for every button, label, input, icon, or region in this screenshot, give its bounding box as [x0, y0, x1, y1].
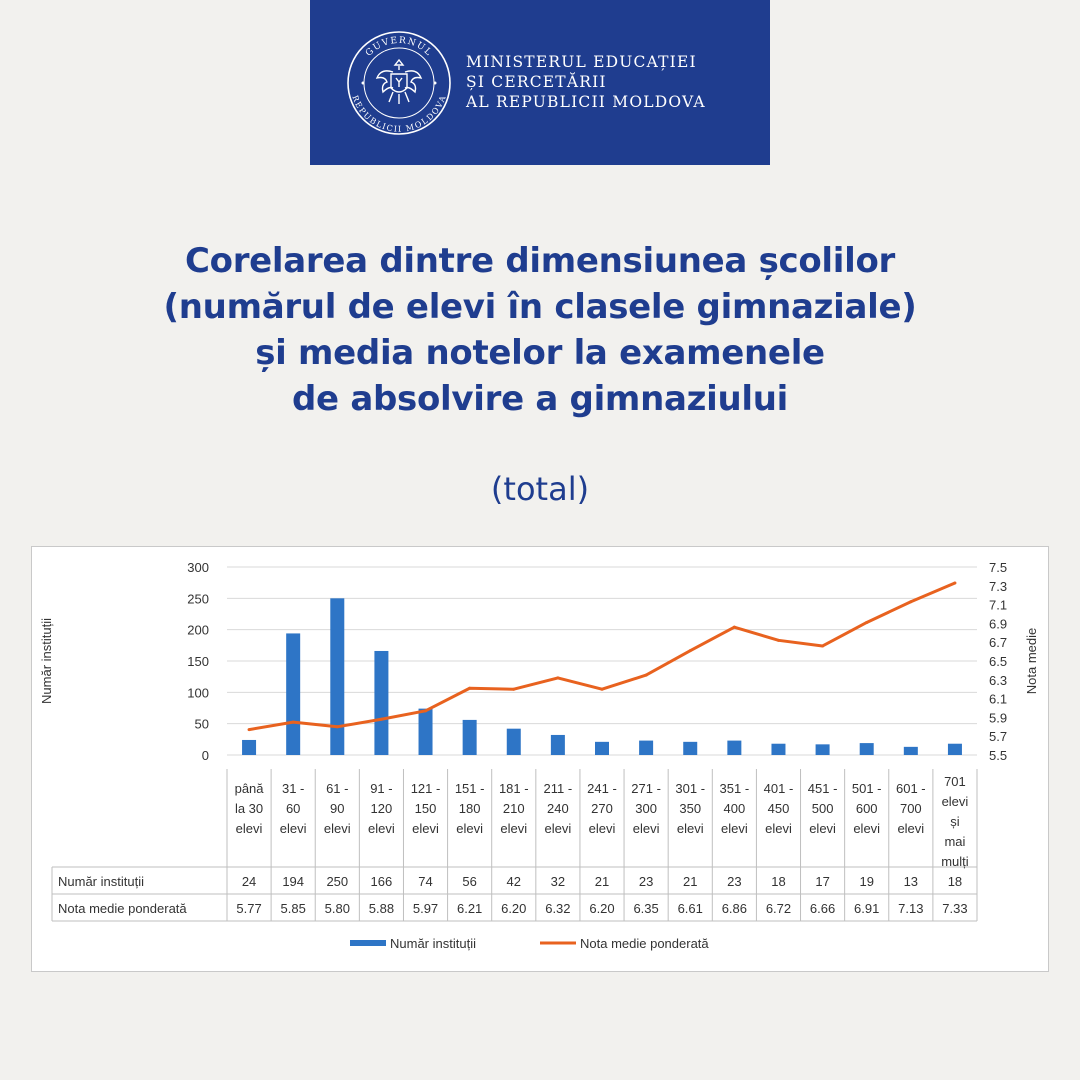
- category-label: 451 -: [807, 781, 838, 796]
- category-label: până: [234, 781, 264, 796]
- data-label-count: 17: [815, 874, 830, 889]
- ministry-name: [466, 52, 706, 112]
- left-axis-tick-label: 150: [187, 654, 209, 669]
- left-axis-tick-label: 200: [187, 622, 209, 638]
- category-label: elevi: [323, 821, 351, 836]
- line-point: [645, 674, 648, 677]
- category-label: elevi: [941, 794, 969, 809]
- category-label: 150: [414, 801, 437, 816]
- category-label: elevi: [897, 821, 925, 836]
- category-label: 500: [811, 801, 834, 816]
- data-label-grade: 6.72: [765, 901, 792, 916]
- category-label: elevi: [544, 821, 572, 836]
- category-label: elevi: [676, 821, 704, 836]
- category-label: 91 -: [370, 781, 393, 796]
- category-label: elevi: [235, 821, 263, 836]
- left-axis-tick-label: 50: [194, 716, 209, 732]
- title-line-2: (numărul de elevi în clasele gimnaziale): [163, 287, 917, 327]
- bar: [551, 735, 565, 755]
- category-label: 31 -: [281, 781, 305, 796]
- category-label: elevi: [279, 821, 307, 836]
- data-label-grade: 7.33: [942, 901, 968, 916]
- line-point: [733, 626, 736, 629]
- right-axis-tick-label: 6.9: [989, 616, 1008, 632]
- data-label-grade: 6.35: [633, 901, 659, 916]
- right-axis-tick-label: 6.3: [989, 672, 1008, 688]
- line-point: [556, 676, 559, 679]
- category-label: 301 -: [675, 781, 706, 796]
- category-label: 121 -: [410, 781, 441, 796]
- left-axis-title: Număr instituții: [39, 618, 54, 704]
- table-row-label: Nota medie ponderată: [58, 901, 187, 916]
- bar: [860, 743, 874, 755]
- bar: [242, 740, 256, 755]
- data-label-grade: 5.88: [368, 901, 395, 916]
- category-label: 600: [855, 801, 878, 816]
- ministry-line-2: ȘI CERCETĂRII: [466, 73, 607, 91]
- category-label: mulți: [941, 854, 969, 869]
- category-label: la 30: [234, 801, 264, 816]
- line-point: [336, 725, 339, 728]
- legend-label-bars: Număr instituții: [390, 936, 476, 951]
- category-label: elevi: [368, 821, 395, 836]
- legend-label-line: Nota medie ponderată: [580, 936, 709, 951]
- right-axis-tick-label: 7.3: [989, 578, 1008, 594]
- data-label-grade: 6.21: [456, 901, 483, 916]
- bar: [419, 709, 433, 755]
- data-label-count: 74: [418, 874, 433, 889]
- title-line-3: și media notelor la examenele: [255, 333, 825, 373]
- right-axis-tick-label: 6.5: [989, 654, 1008, 669]
- bar: [816, 744, 830, 755]
- data-label-grade: 6.32: [545, 901, 571, 916]
- svg-text:GUVERNUL: [364, 36, 434, 59]
- ministry-line-1: MINISTERUL EDUCAȚIEI: [466, 53, 697, 71]
- combo-chart: [32, 547, 1048, 971]
- title-line-1: Corelarea dintre dimensiunea școlilor: [184, 241, 896, 281]
- category-label: elevi: [720, 821, 748, 836]
- right-axis-tick-label: 6.1: [989, 691, 1008, 707]
- coat-of-arms-seal: [346, 30, 452, 136]
- bar: [683, 742, 697, 755]
- category-label: elevi: [412, 821, 439, 836]
- average-grade-line: [249, 583, 955, 730]
- category-label: 351 -: [719, 781, 750, 796]
- data-label-grade: 6.91: [854, 901, 880, 916]
- bar: [507, 729, 521, 755]
- data-label-count: 18: [771, 874, 786, 889]
- data-label-count: 250: [326, 874, 349, 889]
- page-title: [60, 238, 1020, 422]
- data-label-grade: 5.85: [280, 901, 306, 916]
- data-label-grade: 6.20: [501, 901, 527, 916]
- line-point: [380, 718, 383, 721]
- category-label: elevi: [809, 821, 836, 836]
- category-label: 401 -: [763, 781, 794, 796]
- category-label: elevi: [500, 821, 528, 836]
- bar: [374, 651, 388, 755]
- legend-swatch-bars: [350, 940, 386, 946]
- category-label: 270: [591, 801, 613, 816]
- category-label: 400: [723, 801, 746, 816]
- data-label-count: 23: [727, 874, 742, 889]
- data-label-grade: 7.13: [898, 901, 924, 916]
- category-label: 61 -: [326, 781, 349, 796]
- right-axis-title: Nota medie: [1024, 627, 1039, 695]
- data-label-count: 23: [638, 874, 654, 889]
- data-label-grade: 5.77: [236, 901, 262, 916]
- data-label-count: 13: [903, 874, 919, 889]
- data-label-grade: 6.20: [589, 901, 615, 916]
- page-subtitle: (total): [490, 470, 590, 508]
- line-point: [424, 709, 427, 712]
- left-axis-tick-label: 300: [187, 560, 209, 575]
- category-label: 701: [944, 774, 966, 789]
- category-label: 700: [899, 801, 922, 816]
- data-label-count: 194: [282, 874, 305, 889]
- data-label-count: 166: [370, 874, 393, 889]
- right-axis-tick-label: 7.1: [989, 597, 1008, 613]
- bar: [639, 741, 653, 755]
- category-label: 210: [502, 801, 525, 816]
- line-point: [865, 621, 868, 624]
- right-axis-tick-label: 6.7: [989, 635, 1008, 651]
- data-label-grade: 6.61: [677, 901, 703, 916]
- category-label: 211 -: [543, 781, 573, 796]
- ministry-line-3: AL REPUBLICII MOLDOVA: [466, 93, 706, 111]
- bar: [727, 741, 741, 755]
- data-label-grade: 6.66: [809, 901, 836, 916]
- category-label: 180: [458, 801, 481, 816]
- category-label: și: [950, 814, 960, 829]
- right-axis-tick-label: 5.7: [989, 729, 1008, 745]
- category-label: 151 -: [454, 781, 485, 796]
- category-label: 601 -: [896, 781, 926, 796]
- seal-top-text: GUVERNUL: [363, 35, 435, 59]
- line-point: [512, 688, 515, 691]
- bar: [463, 720, 477, 755]
- line-point: [292, 721, 295, 724]
- category-label: 450: [767, 801, 790, 816]
- line-point: [953, 581, 956, 584]
- line-point: [248, 728, 251, 731]
- category-label: 241 -: [587, 781, 617, 796]
- table-row-label: Număr instituții: [58, 874, 144, 889]
- category-label: 120: [370, 801, 393, 816]
- chart-panel: [31, 546, 1049, 972]
- category-label: elevi: [456, 821, 484, 836]
- category-label: elevi: [765, 821, 792, 836]
- data-label-count: 21: [594, 874, 610, 889]
- category-label: 350: [679, 801, 702, 816]
- right-axis-tick-label: 5.5: [989, 748, 1008, 763]
- data-label-count: 19: [859, 874, 874, 889]
- category-label: mai: [944, 834, 966, 849]
- data-label-count: 24: [241, 874, 257, 889]
- bar: [771, 744, 785, 755]
- category-label: elevi: [853, 821, 881, 836]
- category-label: elevi: [588, 821, 616, 836]
- category-label: 501 -: [851, 781, 882, 796]
- data-label-count: 18: [947, 874, 963, 889]
- data-label-count: 42: [506, 874, 521, 889]
- data-label-grade: 5.80: [324, 901, 350, 916]
- left-axis-tick-label: 250: [187, 591, 209, 607]
- line-point: [909, 600, 912, 603]
- bar: [286, 633, 300, 755]
- category-label: elevi: [632, 821, 660, 836]
- title-line-4: de absolvire a gimnaziului: [292, 379, 788, 419]
- seal-bottom-text: REPUBLICII MOLDOVA: [350, 94, 448, 134]
- line-point: [821, 644, 824, 647]
- data-label-count: 56: [462, 874, 477, 889]
- right-axis-tick-label: 5.9: [989, 710, 1008, 726]
- left-axis-tick-label: 0: [201, 748, 209, 763]
- bar: [595, 742, 609, 755]
- category-label: 60: [285, 801, 301, 816]
- line-point: [601, 688, 604, 691]
- category-label: 90: [330, 801, 345, 816]
- bar: [948, 744, 962, 755]
- category-label: 271 -: [631, 781, 661, 796]
- category-label: 181 -: [498, 781, 529, 796]
- bar: [904, 747, 918, 755]
- bar: [330, 598, 344, 755]
- left-axis-tick-label: 100: [187, 685, 209, 701]
- data-label-count: 32: [550, 874, 566, 889]
- data-label-grade: 6.86: [721, 901, 748, 916]
- category-label: 300: [635, 801, 657, 816]
- right-axis-tick-label: 7.5: [989, 560, 1008, 575]
- category-label: 240: [547, 801, 569, 816]
- data-label-count: 21: [683, 874, 698, 889]
- data-label-grade: 5.97: [412, 901, 439, 916]
- line-point: [689, 649, 692, 652]
- eagle-icon: [377, 60, 421, 104]
- line-point: [468, 687, 471, 690]
- line-point: [777, 639, 780, 642]
